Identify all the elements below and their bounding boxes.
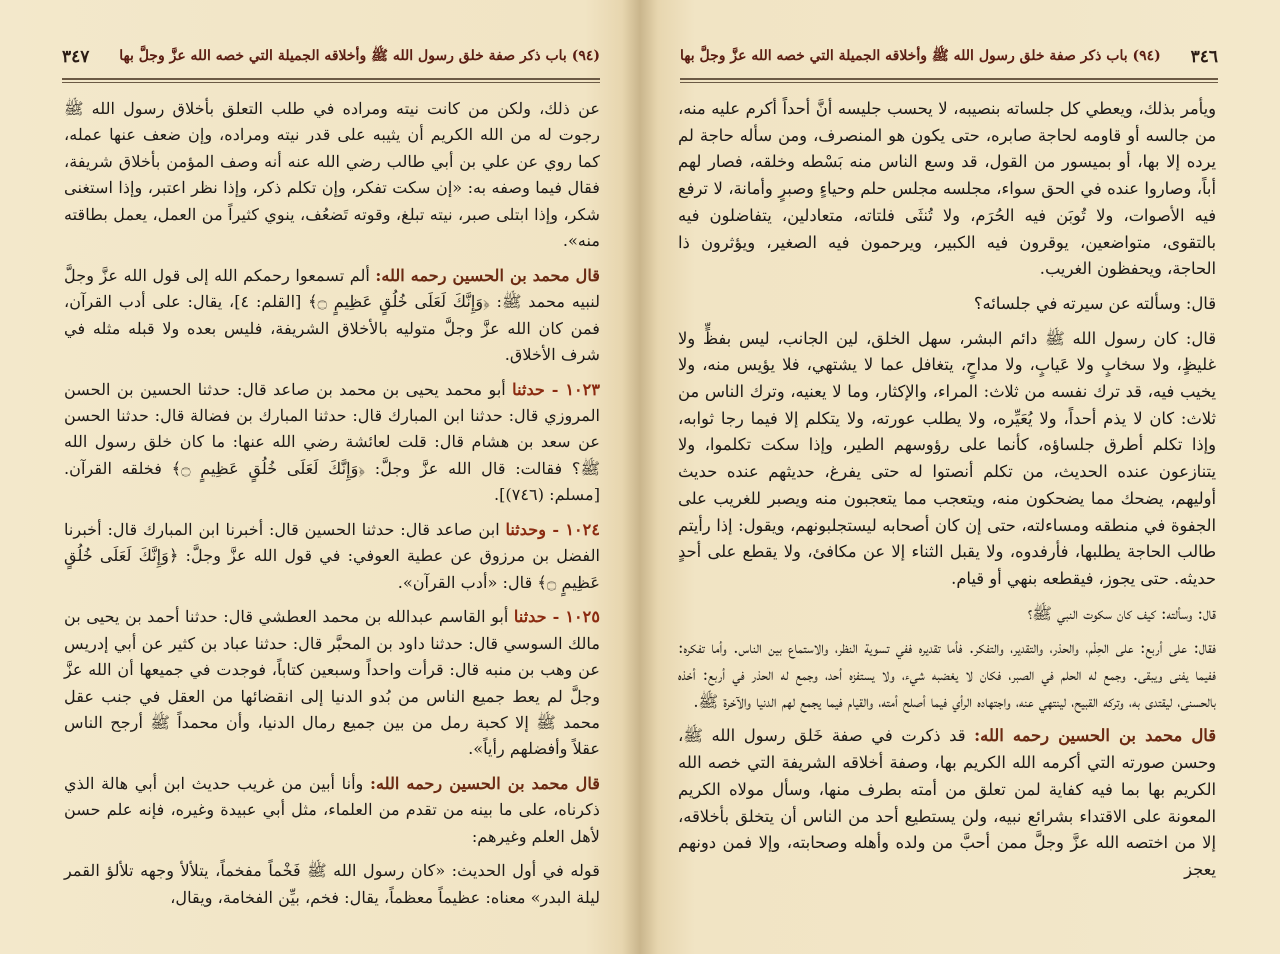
left-page-number: ٣٤٧ xyxy=(62,47,90,67)
right-page-header xyxy=(680,40,1218,74)
left-page-body xyxy=(64,96,600,919)
hadith-number: ١٠٢٤ - وحدثنا xyxy=(505,519,600,539)
right-page xyxy=(640,0,1280,954)
paragraph: عن ذلك، ولكن من كانت نيته ومراده في طلب التعلق بأخلاق رسول الله ﷺ رجوت له من الله الكريم أن يثيبه على قدر نيته ومراده، وإن ضعف عنها عمله، كما روي عن علي بن أبي طالب رضي الله عنه أنه وصف المؤمن بأخلاق شريفة، فقال فيما وصفه به: «إن سكت تفكر، وإن تكلم ذكر، وإذا نظر اعتبر، وإذا استغنى شكر، وإذا ابتلى صبر، نيته تبلغ، وقوته تَضعُف، ينوي كثيراً من العمل، يعمل بطاقته منه». xyxy=(64,99,600,251)
paragraph: قال: وسألته عن سيرته في جلسائه؟ xyxy=(973,293,1216,313)
left-page-header xyxy=(62,40,600,74)
right-page-body xyxy=(678,96,1216,892)
paragraph: قال: كان رسول الله ﷺ دائم البشر، سهل الخلق، لين الجانب، ليس بفظٍّ ولا غليظٍ، ولا سخابٍ ولا عَيابٍ، ولا مداحٍ، يتغافل عما لا يشتهي، فلا يؤيس منه، ولا يخيب فيه، قد ترك نفسه من ثلاث: المراء، والإكثار، وما لا يعنيه، وترك الناس من ثلاث: كان لا يذم أحداً، ولا يُعَيِّره، ولا يطلب عورته، ولا يتكلم إلا فيما رجا ثوابه، وإذا تكلم أطرق جلساؤه، كأنما على رؤوسهم الطير، وإذا سكت تكلموا، ولا يتنازعون عنده الحديث، من تكلم أنصتوا له حتى يفرغ، حديثهم عنده حديث أوليهم، يضحك مما يضحكون منه، ويتعجب مما يتعجبون منه ويصبر للغريب على الجفوة في منطقه ومساءلته، حتى إن كان أصحابه ليستجلبونهم، ويقول: إذا رأيتم طالب الحاجة يطلبها، فأرفدوه، ولا يقبل الثناء إلا عن مكافئ، ولا يقطع على أحدٍ حديثه. حتى يجوز، فيقطعه بنهي أو قيام. xyxy=(678,328,1216,588)
hadith-entry: ١٠٢٥ - حدثنا أبو القاسم عبدالله بن محمد العطشي قال: حدثنا أحمد بن يحيى بن مالك السوسي قال: حدثنا داود بن المحبَّر قال: حدثنا عباد بن كثير عن أبي إدريس عن وهب بن منبه قال: قرأت واحداً وسبعين كتاباً، فوجدت في جميعها أن الله عزَّ وجلَّ لم يعط جميع الناس من بُدو الدنيا إلى انقضائها من العقل في جنب عقل محمد ﷺ إلا كحبة رمل من بين جميع رمال الدنيا، وأن محمداً ﷺ أرجح الناس عقلاً وأفضلهم رأياً». xyxy=(64,607,600,759)
header-rule xyxy=(680,82,1218,83)
paragraph: قال محمد بن الحسين رحمه الله: ألم تسمعوا رحمكم الله إلى قول الله عزَّ وجلَّ لنبيه محمد ﷺ: ﴿وَإِنَّكَ لَعَلَى خُلُقٍ عَظِيمٍ ۝﴾ [القلم: ٤]، يقال: على أدب القرآن، فمن كان الله عزَّ وجلَّ متوليه بالأخلاق الشريفة، فليس بعده ولا قبله مثله في شرف الأخلاق. xyxy=(64,265,601,365)
paragraph: قال محمد بن الحسين رحمه الله: وأنا أبين من غريب حديث ابن أبي هالة الذي ذكرناه، على ما بينه من تقدم من العلماء، مثل أبي عبيدة وغيره، فإنه علم حسن لأهل العلم وغيرهم: xyxy=(64,773,600,846)
header-rule xyxy=(680,78,1218,80)
header-rule xyxy=(62,82,600,83)
hadith-entry: ١٠٢٤ - وحدثنا ابن صاعد قال: حدثنا الحسين قال: أخبرنا ابن المبارك قال: أخبرنا الفضل بن مرزوق عن عطية العوفي: في قول الله عزَّ وجلَّ: ﴿وَإِنَّكَ لَعَلَى خُلُقٍ عَظِيمٍ ۝﴾ قال: «أدب القرآن». xyxy=(64,519,600,592)
paragraph: قال محمد بن الحسين رحمه الله: قد ذكرت في صفة خَلق رسول الله ﷺ، وحسن صورته التي أكرمه الله الكريم بها، وصفة أخلاقه الشريفة التي خصه الله الكريم بها بما فيه كفاية لمن تعلق من أمته بطرف منها، وسأل مولاه الكريم المعونة على الاقتداء بشرائع نبيه، ولن يستطيع أحد من الناس أن يتخلق بأخلاقه، إلا من اختصه الله عزَّ وجلَّ ممن أحبَّ من ولده وأهله وصحابته، وإلا فمن دونهم يعجز xyxy=(678,726,1216,879)
paragraph: فقال: على أربع: على الحِلْم، والحذر، والتقدير، والتفكر. فأما تقديره ففي تسوية النظر، والاستماع بين الناس. وأما تفكره: ففيما يفنى ويبقى. وجمع له الحلم في الصبر، فكان لا يغضبه شيء، ولا يستفزه أحد، وجمع له الحذر في أربع: أخذه بالحسنى، ليقتدى به، وتركه القبيح، لينتهي عنه، واجتهاده الرأي فيما أصلح أمته، والقيام فيما يجمع لهم الدنيا والآخرة ﷺ. xyxy=(678,638,1216,711)
speaker-label: قال محمد بن الحسين رحمه الله: xyxy=(369,773,600,793)
paragraph: قوله في أول الحديث: «كان رسول الله ﷺ فَخْماً مفخماً، يتلألأ وجهه تلألؤ القمر ليلة البدر» معناه: عظيماً معظماً، يقال: فخم، بيِّن الفخامة، ويقال، xyxy=(64,861,600,907)
right-page-number: ٣٤٦ xyxy=(1190,47,1218,67)
left-page-header-title: (٩٤) باب ذكر صفة خلق رسول الله ﷺ وأخلاقه الجميلة التي خصه الله عزَّ وجلَّ بها xyxy=(119,48,600,64)
header-rule xyxy=(62,78,600,80)
hadith-number: ١٠٢٥ - حدثنا xyxy=(513,607,600,627)
paragraph: قال: وسألته: كيف كان سكوت النبي ﷺ؟ xyxy=(1027,603,1216,623)
paragraph: ويأمر بذلك، ويعطي كل جلساته بنصيبه، لا يحسب جليسه أنَّ أحداً أكرم عليه منه، من جالسه أو قاومه لحاجة صابره، حتى يكون هو المنصرف، ومن سأله حاجة لم يرده إلا بها، أو بميسور من القول، قد وسع الناس منه بَسْطه وخلقه، فصار لهم أباً، وصاروا عنده في الحق سواء، مجلسه مجلس حلم وحياءٍ وصبرٍ وأمانة، لا ترفع فيه الأصوات، ولا تُوبَن فيه الحُرَم، ولا تُنثَى فلتاته، متعادلين، يتفاضلون فيه بالتقوى، متواضعين، يوقرون فيه الكبير، ويرحمون فيه الصغير، ويؤثرون ذا الحاجة، ويحفظون الغريب. xyxy=(678,99,1216,279)
hadith-number: ١٠٢٣ - حدثنا xyxy=(512,379,600,399)
right-page-header-title: (٩٤) باب ذكر صفة خلق رسول الله ﷺ وأخلاقه الجميلة التي خصه الله عزَّ وجلَّ بها xyxy=(680,48,1161,64)
hadith-entry: ١٠٢٣ - حدثنا أبو محمد يحيى بن محمد بن صاعد قال: حدثنا الحسين بن الحسن المروزي قال: حدثنا ابن المبارك قال: حدثنا المبارك بن فضالة قال: حدثنا الحسن عن سعد بن هشام قال: قلت لعائشة رضي الله عنها: ما كان خلق رسول الله ﷺ؟ فقالت: قال الله عزَّ وجلَّ: ﴿وَإِنَّكَ لَعَلَى خُلُقٍ عَظِيمٍ ۝﴾ فخلقه القرآن. [مسلم: (٧٤٦)]. xyxy=(64,379,600,505)
speaker-label: قال محمد بن الحسين رحمه الله: xyxy=(974,726,1216,746)
speaker-label: قال محمد بن الحسين رحمه الله: xyxy=(375,265,600,285)
